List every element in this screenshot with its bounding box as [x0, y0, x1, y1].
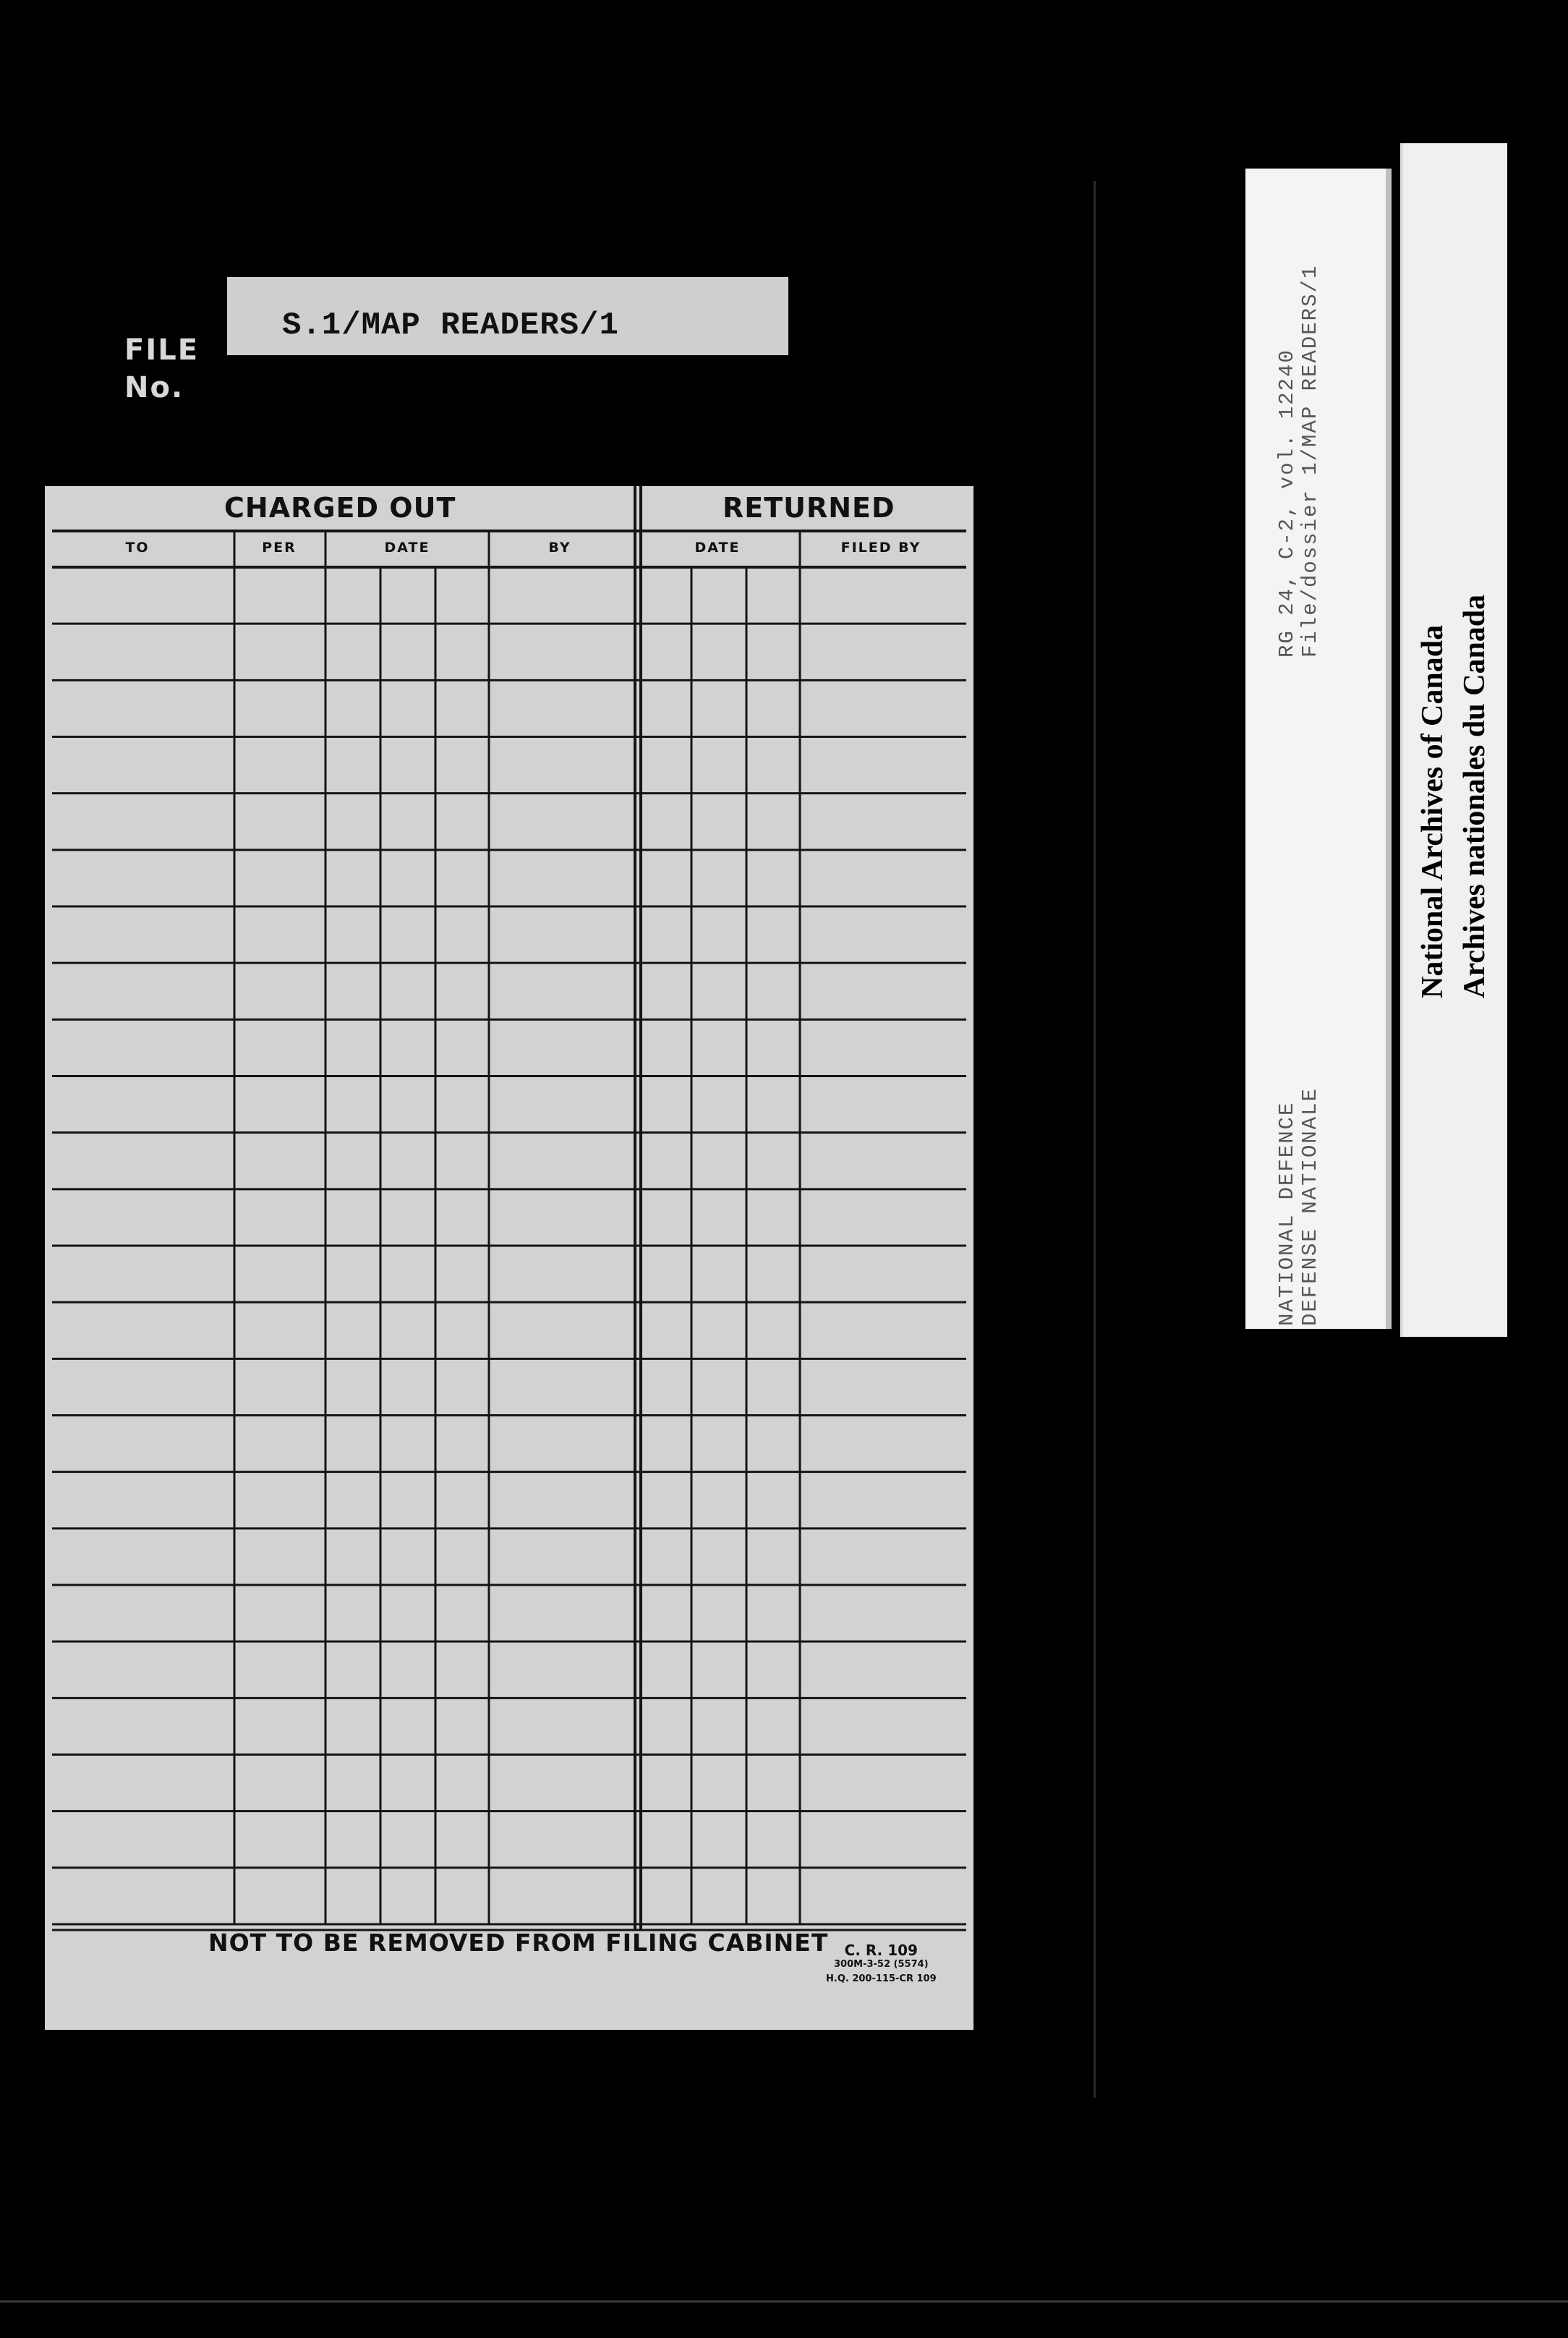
file-number: S.1/MAP READERS/1: [282, 307, 619, 344]
archives-name: [1412, 595, 1496, 998]
column-header-by: BY: [548, 540, 571, 556]
form-codes: [811, 1943, 937, 1986]
form-code: C. R. 109: [844, 1942, 918, 1959]
file-label-line1: FILE: [124, 333, 200, 367]
returned-heading: RETURNED: [723, 492, 895, 524]
file-no-label: [124, 331, 199, 407]
file-number-tab: [227, 277, 788, 355]
scan-bottom-edge: [0, 2300, 1568, 2303]
column-header-returned-date: DATE: [694, 540, 741, 556]
card-ruled-grid: [45, 486, 973, 2030]
charge-out-card: [45, 486, 973, 2030]
national-archives-strip: [1400, 143, 1507, 1337]
archive-reference-strip: [1245, 169, 1392, 1329]
column-header-filed-by: FILED BY: [840, 540, 921, 556]
file-label-line2: No.: [124, 371, 184, 404]
hq-code: H.Q. 200-115-CR 109: [826, 1973, 937, 1984]
department-name: [1276, 1087, 1322, 1326]
reference-line1: RG 24, C-2, vol. 12240: [1275, 349, 1299, 658]
column-header-date: DATE: [384, 540, 430, 556]
archives-name-fr: Archives nationales du Canada: [1458, 594, 1491, 998]
archives-name-en: National Archives of Canada: [1416, 624, 1449, 998]
column-header-to: TO: [125, 540, 150, 556]
scan-divider: [1094, 181, 1096, 2098]
department-line1: NATIONAL DEFENCE: [1275, 1101, 1299, 1326]
charged-out-heading: CHARGED OUT: [224, 492, 456, 524]
column-header-per: PER: [262, 540, 297, 556]
print-run: 300M-3-52 (5574): [834, 1959, 929, 1970]
footer-notice: NOT TO BE REMOVED FROM FILING CABINET: [208, 1929, 829, 1957]
reference-line2: File/dossier 1/MAP READERS/1: [1298, 264, 1322, 658]
archive-reference: [1276, 265, 1322, 658]
department-line2: DEFENSE NATIONALE: [1298, 1087, 1322, 1326]
